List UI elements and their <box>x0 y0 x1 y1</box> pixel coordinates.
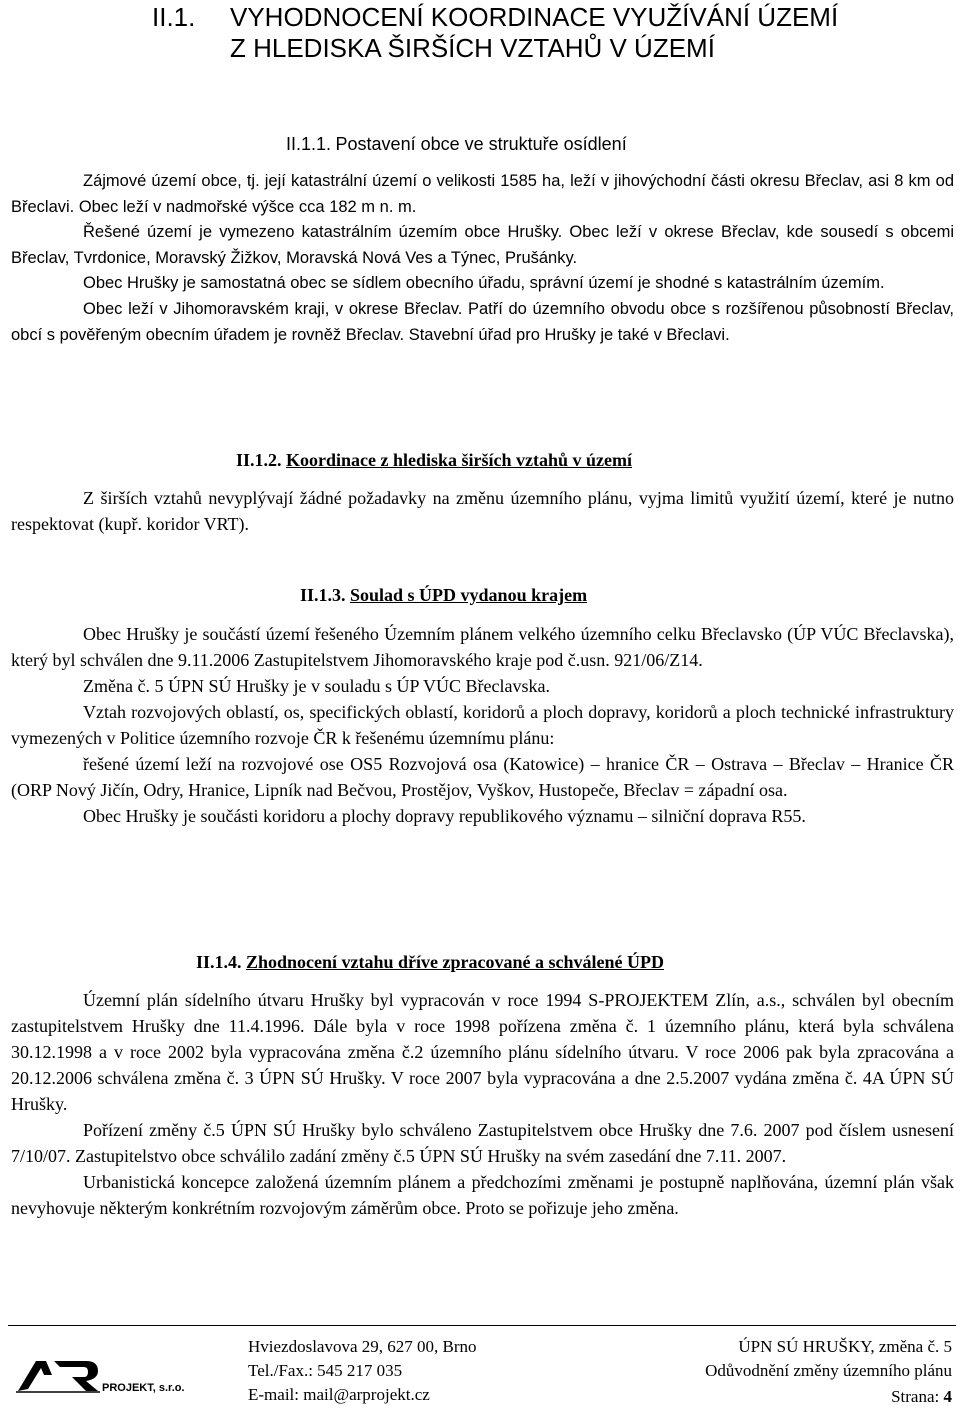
section-number: II.1.1. <box>286 134 332 154</box>
company-logo <box>14 1355 194 1395</box>
footer-doc-title: ÚPN SÚ HRUŠKY, změna č. 5 <box>738 1337 952 1356</box>
footer-doc-subtitle: Odůvodnění změny územního plánu <box>705 1361 952 1380</box>
section-heading-4 <box>196 950 664 974</box>
section-body-2 <box>11 485 954 537</box>
section-number: II.1.4. <box>196 952 242 972</box>
paragraph: Z širších vztahů nevyplývají žádné požadavky na změnu územního plánu, vyjma limitů využití území, které je nutno respektovat (kupř. koridor VRT). <box>11 488 954 534</box>
footer-address: Hviezdoslavova 29, 627 00, Brno <box>248 1337 477 1356</box>
page-number: 4 <box>943 1387 952 1406</box>
ar-logo-icon <box>14 1355 194 1395</box>
paragraph: Řešené území je vymezeno katastrálním územím obce Hrušky. Obec leží v okrese Břeclav, kde sousedí s obcemi Břeclav, Tvrdonice, Moravský Žižkov, Moravská Nová Ves a Týnec, Prušánky. <box>11 223 954 267</box>
section-body-1 <box>11 169 954 348</box>
chapter-title-line1: VYHODNOCENÍ KOORDINACE VYUŽÍVÁNÍ ÚZEMÍ <box>230 2 839 32</box>
section-body-3 <box>11 621 954 829</box>
paragraph: Pořízení změny č.5 ÚPN SÚ Hrušky bylo schváleno Zastupitelstvem obce Hrušky dne 7.6. 2007 pod číslem usnesení 7/10/07. Zastupitelstvo obce schválilo zadání změny č.5 ÚPN SÚ Hrušky na svém zasedání dne 7.11. 2007. <box>11 1120 954 1166</box>
paragraph: Obec leží v Jihomoravském kraji, v okrese Břeclav. Patří do územního obvodu obce s rozšířenou působností Břeclav, obcí s pověřeným obecním úřadem je rovněž Břeclav. Stavební úřad pro Hrušky je také v Břeclavi. <box>11 299 954 344</box>
section-title: Postavení obce ve struktuře osídlení <box>335 134 627 154</box>
section-heading-3 <box>300 583 587 607</box>
section-heading-2 <box>236 448 632 472</box>
section-title: Soulad s ÚPD vydanou krajem <box>350 585 588 605</box>
paragraph: Zájmové území obce, tj. její katastrální území o velikosti 1585 ha, leží v jihovýchodní části okresu Břeclav, asi 8 km od Břeclavi. Obec leží v nadmořské výšce cca 182 m n. m. <box>11 172 954 216</box>
paragraph: Urbanistická koncepce založená územním plánem a předchozími změnami je postupně naplňována, územní plán však nevyhovuje některým konkrétním rozvojovým záměrům obce. Proto se pořizuje jeho změna. <box>11 1172 954 1218</box>
paragraph: Územní plán sídelního útvaru Hrušky byl vypracován v roce 1994 S-PROJEKTEM Zlín, a.s., schválen byl obecním zastupitelstvem Hrušky dne 11.4.1996. Dále byla v roce 1998 pořízena změna č. 1 územního plánu, která byla schválena 30.12.1998 a v roce 2002 byla vypracována změna č.2 územního plánu sídelního útvaru. V roce 2006 pak byla zpracována a 20.12.2006 schválena změna č. 3 ÚPN SÚ Hrušky. V roce 2007 byla vypracována a dne 2.5.2007 vydána změna č. 4A ÚPN SÚ Hrušky. <box>11 990 954 1114</box>
paragraph: řešené území leží na rozvojové ose OS5 Rozvojová osa (Katowice) – hranice ČR – Ostrava – Břeclav – Hranice ČR (ORP Nový Jičín, Odry, Hranice, Lipník nad Bečvou, Prostějov, Vyškov, Hustopeče, Břeclav = západní osa. <box>11 754 954 800</box>
footer-email: E-mail: mail@arprojekt.cz <box>248 1385 430 1404</box>
section-number: II.1.2. <box>236 450 282 470</box>
paragraph: Vztah rozvojových oblastí, os, specifických oblastí, koridorů a ploch dopravy, koridorů a ploch technické infrastruktury vymezených v Politice územního rozvoje ČR k řešenému územnímu plánu: <box>11 702 954 748</box>
footer-page <box>891 1383 952 1409</box>
chapter-title-line2: Z HLEDISKA ŠIRŠÍCH VZTAHŮ V ÚZEMÍ <box>230 33 715 63</box>
paragraph: Změna č. 5 ÚPN SÚ Hrušky je v souladu s ÚP VÚC Břeclavska. <box>83 676 550 696</box>
paragraph: Obec Hrušky je samostatná obec se sídlem obecního úřadu, správní území je shodné s katastrálním územím. <box>83 274 885 293</box>
paragraph: Obec Hrušky je součásti koridoru a plochy dopravy republikového významu – silniční doprava R55. <box>83 806 806 826</box>
section-heading-1 <box>286 132 627 156</box>
footer-divider <box>8 1325 956 1326</box>
footer-phone: Tel./Fax.: 545 217 035 <box>248 1361 403 1380</box>
paragraph: Obec Hrušky je součástí území řešeného Územním plánem velkého územního celku Břeclavsko (ÚP VÚC Břeclavska), který byl schválen dne 9.11.2006 Zastupitelstvem Jihomoravského kraje pod č.usn. 921/06/Z14. <box>11 624 954 670</box>
page-label: Strana: <box>891 1387 940 1406</box>
footer-contact <box>248 1335 477 1407</box>
svg-text:PROJEKT, s.r.o.: PROJEKT, s.r.o. <box>102 1382 185 1394</box>
chapter-title <box>152 2 838 64</box>
section-number: II.1.3. <box>300 585 346 605</box>
section-body-4 <box>11 987 954 1221</box>
section-title: Koordinace z hlediska širších vztahů v území <box>286 450 633 470</box>
footer-doc-info <box>705 1335 952 1409</box>
section-title: Zhodnocení vztahu dříve zpracované a schválené ÚPD <box>246 952 665 972</box>
chapter-number: II.1. <box>152 2 196 32</box>
